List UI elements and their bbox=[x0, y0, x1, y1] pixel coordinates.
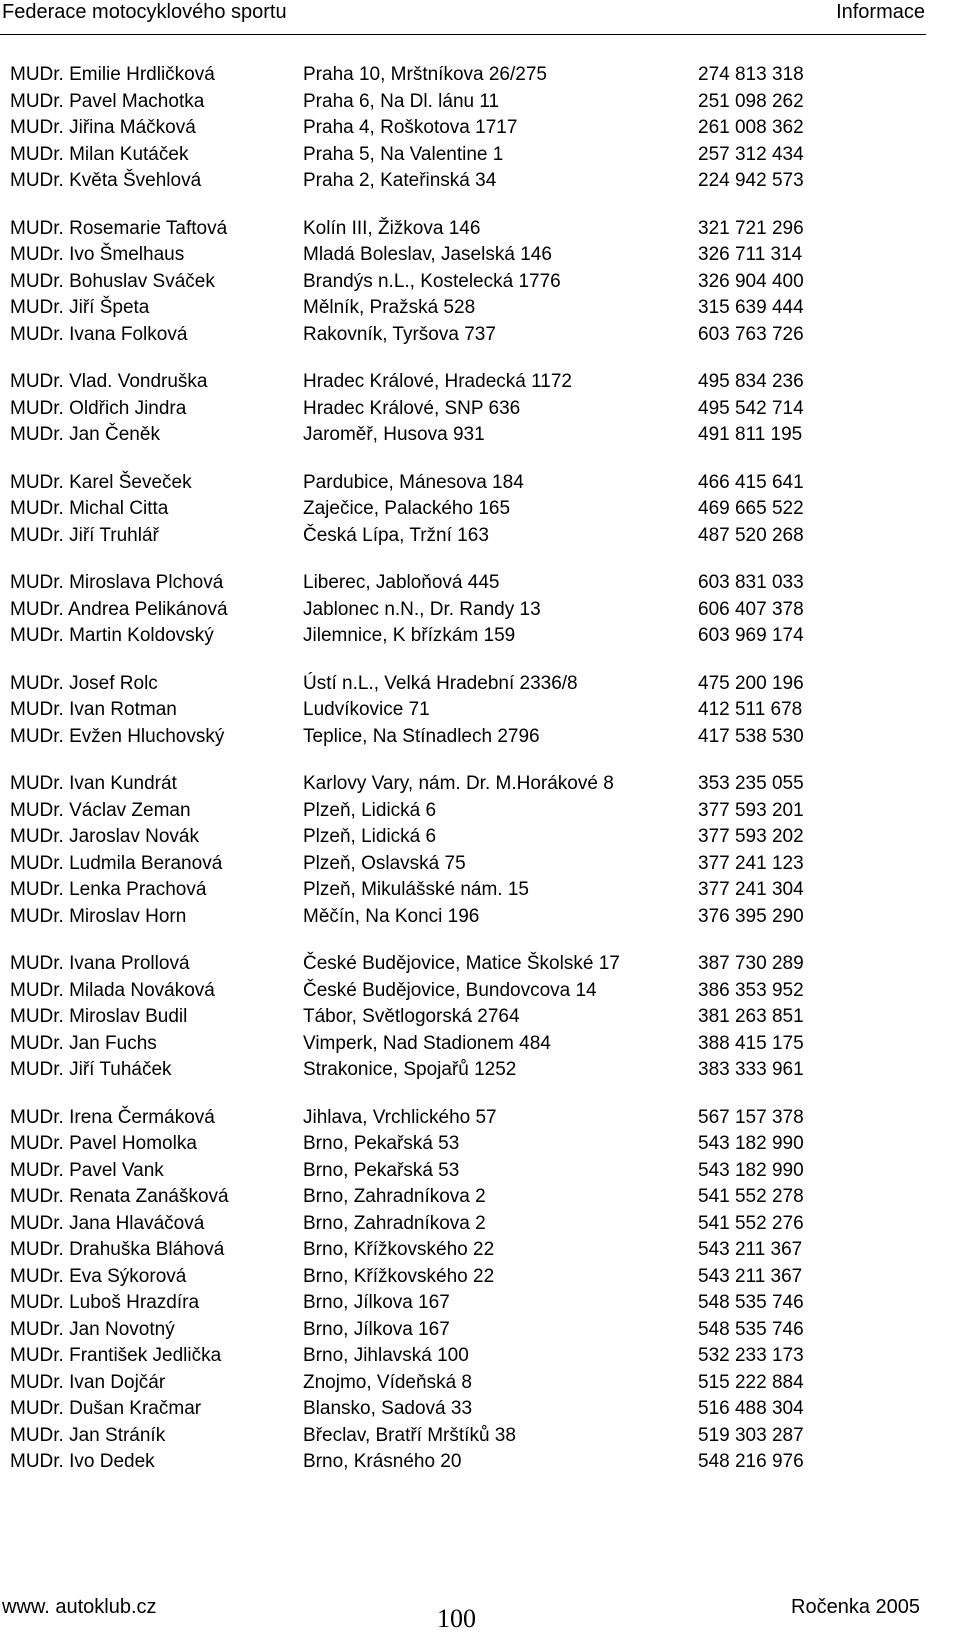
directory-row bbox=[10, 62, 910, 89]
directory-row bbox=[10, 671, 910, 698]
doctor-phone: 383 333 961 bbox=[698, 1059, 804, 1080]
doctor-address: Brno, Pekařská 53 bbox=[303, 1159, 460, 1181]
doctor-phone: 495 542 714 bbox=[698, 397, 804, 419]
directory-group bbox=[10, 216, 910, 349]
doctor-phone: 543 211 367 bbox=[698, 1265, 803, 1287]
doctor-phone: 548 535 746 bbox=[698, 1292, 804, 1313]
directory-row bbox=[10, 1105, 910, 1132]
doctor-phone: 251 098 262 bbox=[698, 90, 804, 112]
doctor-name: MUDr. Jaroslav Novák bbox=[10, 826, 199, 847]
doctor-name: MUDr. Jiřina Máčková bbox=[10, 117, 196, 138]
doctor-phone: 321 721 296 bbox=[698, 217, 804, 239]
doctor-phone: 548 216 976 bbox=[698, 1451, 804, 1472]
doctor-name: MUDr. Jan Stráník bbox=[10, 1424, 166, 1446]
doctor-phone: 353 235 055 bbox=[698, 773, 804, 794]
doctor-phone: 606 407 378 bbox=[698, 598, 804, 620]
header-section: Informace bbox=[836, 1, 925, 23]
directory-row bbox=[10, 1396, 910, 1423]
doctor-name: MUDr. František Jedlička bbox=[10, 1345, 222, 1366]
page-number: 100 bbox=[437, 1604, 476, 1633]
doctor-address: Pardubice, Mánesova 184 bbox=[303, 471, 524, 493]
doctor-name: MUDr. Václav Zeman bbox=[10, 799, 191, 821]
directory-row bbox=[10, 269, 910, 296]
doctor-name: MUDr. Emilie Hrdličková bbox=[10, 64, 215, 85]
doctor-name: MUDr. Bohuslav Sváček bbox=[10, 270, 215, 292]
directory-row bbox=[10, 1317, 910, 1344]
doctor-address: Brno, Křížkovského 22 bbox=[303, 1239, 495, 1260]
doctor-phone: 543 182 990 bbox=[698, 1133, 804, 1154]
directory-group bbox=[10, 951, 910, 1084]
doctor-address: Praha 4, Roškotova 1717 bbox=[303, 117, 518, 138]
directory-row bbox=[10, 295, 910, 322]
doctor-name: MUDr. Oldřich Jindra bbox=[10, 397, 187, 419]
page-header bbox=[0, 0, 960, 40]
doctor-address: Brno, Jílkova 167 bbox=[303, 1318, 450, 1340]
doctor-address: Blansko, Sadová 33 bbox=[303, 1398, 473, 1419]
doctor-phone: 567 157 378 bbox=[698, 1106, 804, 1128]
directory-row bbox=[10, 623, 910, 650]
directory-row bbox=[10, 1158, 910, 1185]
directory-row bbox=[10, 798, 910, 825]
doctor-address: Rakovník, Tyršova 737 bbox=[303, 323, 496, 345]
directory-row bbox=[10, 1057, 910, 1084]
doctor-name: MUDr. Martin Koldovský bbox=[10, 625, 214, 646]
directory-row bbox=[10, 1449, 910, 1476]
doctor-name: MUDr. Jan Fuchs bbox=[10, 1032, 157, 1054]
doctor-address: Kolín III, Žižkova 146 bbox=[303, 217, 481, 239]
doctor-name: MUDr. Lenka Prachová bbox=[10, 879, 207, 900]
footer-website: www. autoklub.cz bbox=[2, 1596, 157, 1618]
doctor-address: Brno, Krásného 20 bbox=[303, 1451, 462, 1472]
doctor-address: Teplice, Na Stínadlech 2796 bbox=[303, 725, 540, 747]
doctor-address: Břeclav, Bratří Mrštíků 38 bbox=[303, 1424, 516, 1446]
directory-row bbox=[10, 89, 910, 116]
doctor-phone: 466 415 641 bbox=[698, 471, 804, 493]
doctor-address: Brno, Křížkovského 22 bbox=[303, 1265, 495, 1287]
doctor-phone: 515 222 884 bbox=[698, 1371, 804, 1393]
directory-row bbox=[10, 1264, 910, 1291]
page-footer bbox=[0, 1590, 960, 1635]
directory-row bbox=[10, 1184, 910, 1211]
doctor-phone: 519 303 287 bbox=[698, 1424, 804, 1446]
doctor-phone: 532 233 173 bbox=[698, 1345, 804, 1366]
doctor-name: MUDr. Pavel Homolka bbox=[10, 1133, 197, 1154]
doctor-phone: 274 813 318 bbox=[698, 64, 804, 85]
directory-row bbox=[10, 322, 910, 349]
doctor-phone: 516 488 304 bbox=[698, 1398, 804, 1419]
doctor-address: Praha 5, Na Valentine 1 bbox=[303, 143, 504, 165]
doctor-name: MUDr. Pavel Vank bbox=[10, 1159, 164, 1181]
doctor-name: MUDr. Jana Hlaváčová bbox=[10, 1212, 205, 1234]
doctor-address: České Budějovice, Bundovcova 14 bbox=[303, 979, 597, 1001]
doctor-address: Brno, Zahradníkova 2 bbox=[303, 1212, 486, 1234]
doctor-name: MUDr. Michal Citta bbox=[10, 498, 169, 519]
doctor-phone: 257 312 434 bbox=[698, 143, 804, 165]
directory-row bbox=[10, 168, 910, 195]
doctor-phone: 376 395 290 bbox=[698, 905, 804, 927]
doctor-address: Praha 2, Kateřinská 34 bbox=[303, 170, 497, 191]
doctor-phone: 469 665 522 bbox=[698, 498, 804, 519]
doctor-address: Tábor, Světlogorská 2764 bbox=[303, 1006, 520, 1027]
doctor-address: Jaroměř, Husova 931 bbox=[303, 424, 485, 445]
doctor-phone: 543 182 990 bbox=[698, 1159, 804, 1181]
header-title: Federace motocyklového sportu bbox=[2, 1, 287, 23]
doctor-address: České Budějovice, Matice Školské 17 bbox=[303, 953, 620, 974]
doctor-name: MUDr. Eva Sýkorová bbox=[10, 1265, 187, 1287]
doctor-phone: 381 263 851 bbox=[698, 1006, 804, 1027]
doctor-phone: 377 241 304 bbox=[698, 879, 804, 900]
directory-row bbox=[10, 369, 910, 396]
doctor-address: Strakonice, Spojařů 1252 bbox=[303, 1059, 517, 1080]
doctor-name: MUDr. Rosemarie Taftová bbox=[10, 217, 228, 239]
doctor-name: MUDr. Miroslav Horn bbox=[10, 905, 187, 927]
doctor-address: Jihlava, Vrchlického 57 bbox=[303, 1106, 497, 1128]
directory-row bbox=[10, 904, 910, 931]
doctor-phone: 377 593 202 bbox=[698, 826, 804, 847]
doctor-name: MUDr. Ivan Kundrát bbox=[10, 773, 177, 794]
doctor-name: MUDr. Ivan Rotman bbox=[10, 699, 177, 720]
directory-row bbox=[10, 422, 910, 449]
directory-row bbox=[10, 1423, 910, 1450]
doctor-name: MUDr. Evžen Hluchovský bbox=[10, 725, 225, 747]
directory-row bbox=[10, 724, 910, 751]
doctor-address: Praha 10, Mrštníkova 26/275 bbox=[303, 64, 547, 85]
directory-row bbox=[10, 1237, 910, 1264]
doctor-name: MUDr. Ivana Folková bbox=[10, 323, 188, 345]
doctor-name: MUDr. Miroslava Plchová bbox=[10, 572, 224, 593]
directory-group bbox=[10, 671, 910, 751]
doctor-name: MUDr. Ivo Šmelhaus bbox=[10, 244, 185, 265]
doctor-phone: 543 211 367 bbox=[698, 1239, 803, 1260]
directory-row bbox=[10, 1211, 910, 1238]
doctor-phone: 491 811 195 bbox=[698, 424, 803, 445]
doctor-name: MUDr. Ivana Prollová bbox=[10, 953, 190, 974]
doctor-phone: 475 200 196 bbox=[698, 672, 804, 694]
header-divider bbox=[0, 34, 926, 35]
doctor-address: Česká Lípa, Tržní 163 bbox=[303, 524, 489, 546]
doctor-phone: 603 763 726 bbox=[698, 323, 804, 345]
directory-row bbox=[10, 978, 910, 1005]
doctor-phone: 387 730 289 bbox=[698, 953, 804, 974]
footer-publication: Ročenka 2005 bbox=[791, 1596, 920, 1618]
doctor-phone: 224 942 573 bbox=[698, 170, 804, 191]
doctor-address: Praha 6, Na Dl. lánu 11 bbox=[303, 90, 500, 112]
doctor-address: Plzeň, Lidická 6 bbox=[303, 826, 437, 847]
doctor-address: Hradec Králové, SNP 636 bbox=[303, 397, 521, 419]
directory-row bbox=[10, 1131, 910, 1158]
doctor-address: Zaječice, Palackého 165 bbox=[303, 498, 511, 519]
doctor-name: MUDr. Milan Kutáček bbox=[10, 143, 189, 165]
doctor-address: Brno, Jílkova 167 bbox=[303, 1292, 450, 1313]
doctor-phone: 541 552 278 bbox=[698, 1186, 804, 1207]
directory-group bbox=[10, 369, 910, 449]
doctor-phone: 377 241 123 bbox=[698, 852, 804, 874]
doctor-name: MUDr. Ivo Dedek bbox=[10, 1451, 155, 1472]
directory-row bbox=[10, 242, 910, 269]
doctor-phone: 487 520 268 bbox=[698, 524, 804, 546]
doctor-phone: 603 831 033 bbox=[698, 572, 804, 593]
directory-row bbox=[10, 570, 910, 597]
directory-row bbox=[10, 1370, 910, 1397]
doctor-address: Plzeň, Oslavská 75 bbox=[303, 852, 466, 874]
doctor-address: Ústí n.L., Velká Hradební 2336/8 bbox=[303, 672, 578, 694]
doctor-address: Brno, Zahradníkova 2 bbox=[303, 1186, 486, 1207]
doctor-phone: 261 008 362 bbox=[698, 117, 804, 138]
directory-row bbox=[10, 1031, 910, 1058]
directory-group bbox=[10, 1105, 910, 1476]
doctor-name: MUDr. Jan Novotný bbox=[10, 1318, 175, 1340]
doctor-phone: 315 639 444 bbox=[698, 297, 804, 318]
directory-row bbox=[10, 824, 910, 851]
doctor-address: Znojmo, Vídeňská 8 bbox=[303, 1371, 472, 1393]
doctor-address: Hradec Králové, Hradecká 1172 bbox=[303, 371, 572, 392]
doctor-address: Plzeň, Lidická 6 bbox=[303, 799, 437, 821]
doctor-name: MUDr. Jiří Tuháček bbox=[10, 1059, 172, 1080]
doctor-name: MUDr. Milada Nováková bbox=[10, 979, 215, 1001]
doctor-name: MUDr. Josef Rolc bbox=[10, 672, 158, 694]
doctor-name: MUDr. Pavel Machotka bbox=[10, 90, 205, 112]
doctor-name: MUDr. Jiří Špeta bbox=[10, 297, 150, 318]
doctor-address: Ludvíkovice 71 bbox=[303, 699, 430, 720]
directory-group bbox=[10, 470, 910, 550]
directory-group bbox=[10, 62, 910, 195]
doctor-phone: 541 552 276 bbox=[698, 1212, 804, 1234]
doctor-name: MUDr. Ivan Dojčár bbox=[10, 1371, 166, 1393]
directory-row bbox=[10, 771, 910, 798]
doctor-name: MUDr. Jan Čeněk bbox=[10, 424, 160, 445]
directory-row bbox=[10, 396, 910, 423]
directory-group bbox=[10, 771, 910, 930]
doctor-name: MUDr. Dušan Kračmar bbox=[10, 1398, 202, 1419]
directory-group bbox=[10, 570, 910, 650]
doctor-address: Jilemnice, K břízkám 159 bbox=[303, 625, 516, 646]
directory-row bbox=[10, 1343, 910, 1370]
directory-row bbox=[10, 523, 910, 550]
doctor-phone: 548 535 746 bbox=[698, 1318, 804, 1340]
doctor-name: MUDr. Renata Zanášková bbox=[10, 1186, 229, 1207]
doctor-name: MUDr. Irena Čermáková bbox=[10, 1106, 215, 1128]
doctor-address: Brno, Pekařská 53 bbox=[303, 1133, 460, 1154]
doctor-name: MUDr. Andrea Pelikánová bbox=[10, 598, 228, 620]
directory-row bbox=[10, 597, 910, 624]
doctor-name: MUDr. Ludmila Beranová bbox=[10, 852, 223, 874]
directory-row bbox=[10, 470, 910, 497]
doctor-address: Vimperk, Nad Stadionem 484 bbox=[303, 1032, 551, 1054]
doctor-address: Brandýs n.L., Kostelecká 1776 bbox=[303, 270, 561, 292]
doctor-phone: 377 593 201 bbox=[698, 799, 804, 821]
doctor-phone: 326 904 400 bbox=[698, 270, 804, 292]
doctor-name: MUDr. Drahuška Bláhová bbox=[10, 1239, 225, 1260]
doctor-address: Karlovy Vary, nám. Dr. M.Horákové 8 bbox=[303, 773, 614, 794]
directory-row bbox=[10, 1290, 910, 1317]
doctor-phone: 326 711 314 bbox=[698, 244, 803, 265]
doctor-phone: 495 834 236 bbox=[698, 371, 804, 392]
doctor-name: MUDr. Luboš Hrazdíra bbox=[10, 1292, 200, 1313]
doctor-phone: 388 415 175 bbox=[698, 1032, 804, 1054]
doctor-address: Liberec, Jabloňová 445 bbox=[303, 572, 500, 593]
doctor-address: Měčín, Na Konci 196 bbox=[303, 905, 480, 927]
doctor-directory bbox=[10, 62, 910, 1497]
doctor-phone: 417 538 530 bbox=[698, 725, 804, 747]
doctor-address: Jablonec n.N., Dr. Randy 13 bbox=[303, 598, 541, 620]
directory-row bbox=[10, 216, 910, 243]
doctor-address: Mělník, Pražská 528 bbox=[303, 297, 476, 318]
doctor-name: MUDr. Jiří Truhlář bbox=[10, 524, 159, 546]
directory-row bbox=[10, 115, 910, 142]
directory-row bbox=[10, 851, 910, 878]
directory-row bbox=[10, 142, 910, 169]
doctor-name: MUDr. Květa Švehlová bbox=[10, 170, 202, 191]
directory-row bbox=[10, 951, 910, 978]
directory-row bbox=[10, 1004, 910, 1031]
directory-row bbox=[10, 697, 910, 724]
directory-row bbox=[10, 877, 910, 904]
doctor-name: MUDr. Karel Ševeček bbox=[10, 471, 192, 493]
doctor-address: Brno, Jihlavská 100 bbox=[303, 1345, 469, 1366]
doctor-phone: 412 511 678 bbox=[698, 699, 803, 720]
doctor-address: Plzeň, Mikulášské nám. 15 bbox=[303, 879, 529, 900]
doctor-phone: 603 969 174 bbox=[698, 625, 804, 646]
doctor-name: MUDr. Miroslav Budil bbox=[10, 1006, 188, 1027]
directory-row bbox=[10, 496, 910, 523]
doctor-phone: 386 353 952 bbox=[698, 979, 804, 1001]
doctor-address: Mladá Boleslav, Jaselská 146 bbox=[303, 244, 552, 265]
doctor-name: MUDr. Vlad. Vondruška bbox=[10, 371, 208, 392]
